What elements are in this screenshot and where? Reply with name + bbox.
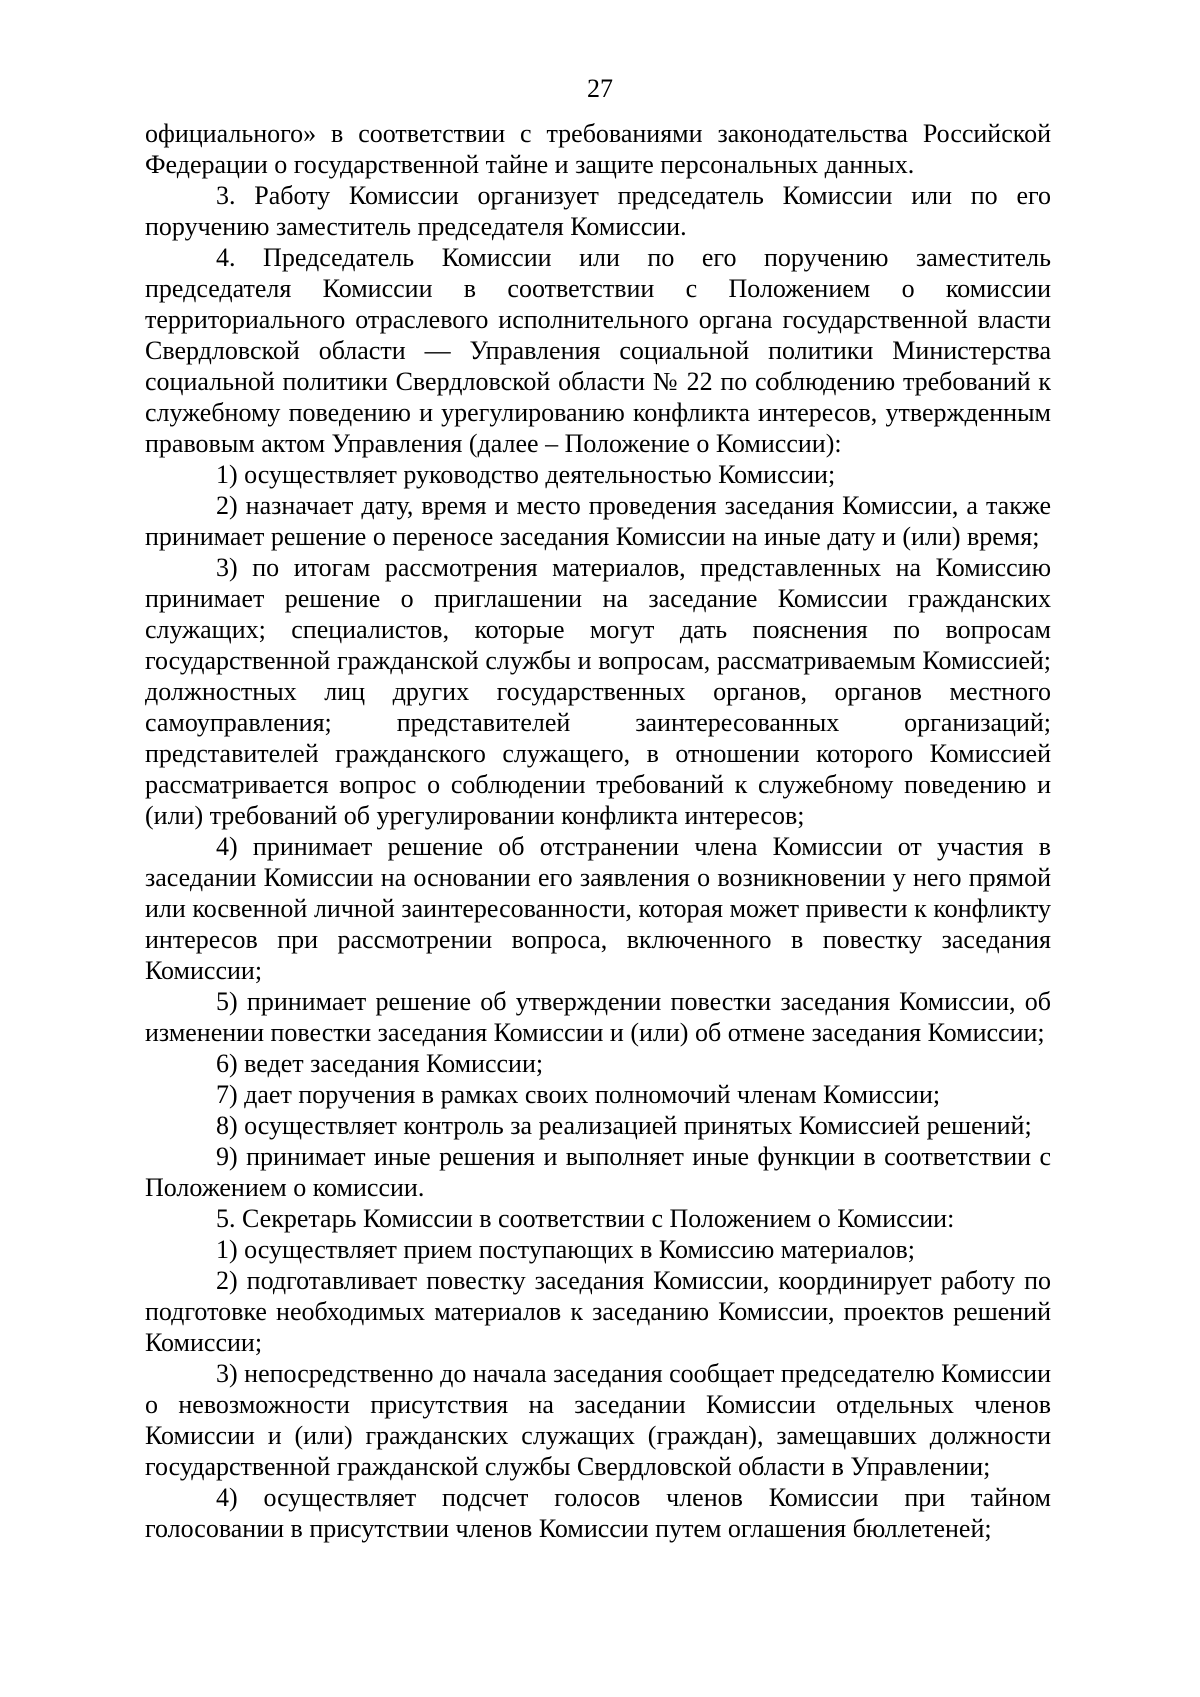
paragraph-item-5: 5. Секретарь Комиссии в соответствии с Положением о Комиссии: [216,1204,955,1233]
paragraph-chair-duty-9: 9) принимает иные решения и выполняет иные функции в соответствии с Положением о комиссии. [145,1142,1051,1202]
paragraph-chair-duty-7: 7) дает поручения в рамках своих полномочий членам Комиссии; [216,1080,941,1109]
paragraph-continuation: официального» в соответствии с требованиями законодательства Российской Федерации о государственной тайне и защите персональных данных. [145,119,1051,179]
paragraph-secretary-duty-2: 2) подготавливает повестку заседания Комиссии, координирует работу по подготовке необходимых материалов к заседанию Комиссии, проектов решений Комиссии; [145,1266,1051,1357]
paragraph-chair-duty-3: 3) по итогам рассмотрения материалов, представленных на Комиссию принимает решение о приглашении на заседание Комиссии гражданских служащих; специалистов, которые могут дать пояснения по вопросам государственной гражданской службы и вопросам, рассматриваемым Комиссией; должностных лиц других государственных органов, органов местного самоуправления; представителей заинтересованных организаций; представителей гражданского служащего, в отношении которого Комиссией рассматривается вопрос о соблюдении требований к служебному поведению и (или) требований об урегулировании конфликта интересов; [145,553,1051,830]
paragraph-secretary-duty-4: 4) осуществляет подсчет голосов членов Комиссии при тайном голосовании в присутствии членов Комиссии путем оглашения бюллетеней; [145,1483,1051,1543]
paragraph-chair-duty-5: 5) принимает решение об утверждении повестки заседания Комиссии, об изменении повестки заседания Комиссии и (или) об отмене заседания Комиссии; [145,987,1051,1047]
paragraph-chair-duty-4: 4) принимает решение об отстранении члена Комиссии от участия в заседании Комиссии на основании его заявления о возникновении у него прямой или косвенной личной заинтересованности, которая может привести к конфликту интересов при рассмотрении вопроса, включенного в повестку заседания Комиссии; [145,832,1051,985]
paragraph-secretary-duty-1: 1) осуществляет прием поступающих в Комиссию материалов; [216,1235,915,1264]
paragraph-secretary-duty-3: 3) непосредственно до начала заседания сообщает председателю Комиссии о невозможности присутствия на заседании Комиссии отдельных членов Комиссии и (или) гражданских служащих (граждан), замещавших должности государственной гражданской службы Свердловской области в Управлении; [145,1359,1051,1481]
paragraph-item-4: 4. Председатель Комиссии или по его поручению заместитель председателя Комиссии в соответствии с Положением о комиссии территориального отраслевого исполнительного органа государственной власти Свердловской области — Управления социальной политики Министерства социальной политики Свердловской области № 22 по соблюдению требований к служебному поведению и урегулированию конфликта интересов, утвержденным правовым актом Управления (далее – Положение о Комиссии): [145,243,1051,458]
document-body [145,118,1051,1544]
paragraph-chair-duty-6: 6) ведет заседания Комиссии; [216,1049,544,1078]
paragraph-chair-duty-2: 2) назначает дату, время и место проведения заседания Комиссии, а также принимает решение о переносе заседания Комиссии на иные дату и (или) время; [145,491,1051,551]
paragraph-item-3: 3. Работу Комиссии организует председатель Комиссии или по его поручению заместитель председателя Комиссии. [145,181,1051,241]
paragraph-chair-duty-8: 8) осуществляет контроль за реализацией принятых Комиссией решений; [216,1111,1032,1140]
paragraph-chair-duty-1: 1) осуществляет руководство деятельностью Комиссии; [216,460,836,489]
page-number: 27 [587,74,613,103]
